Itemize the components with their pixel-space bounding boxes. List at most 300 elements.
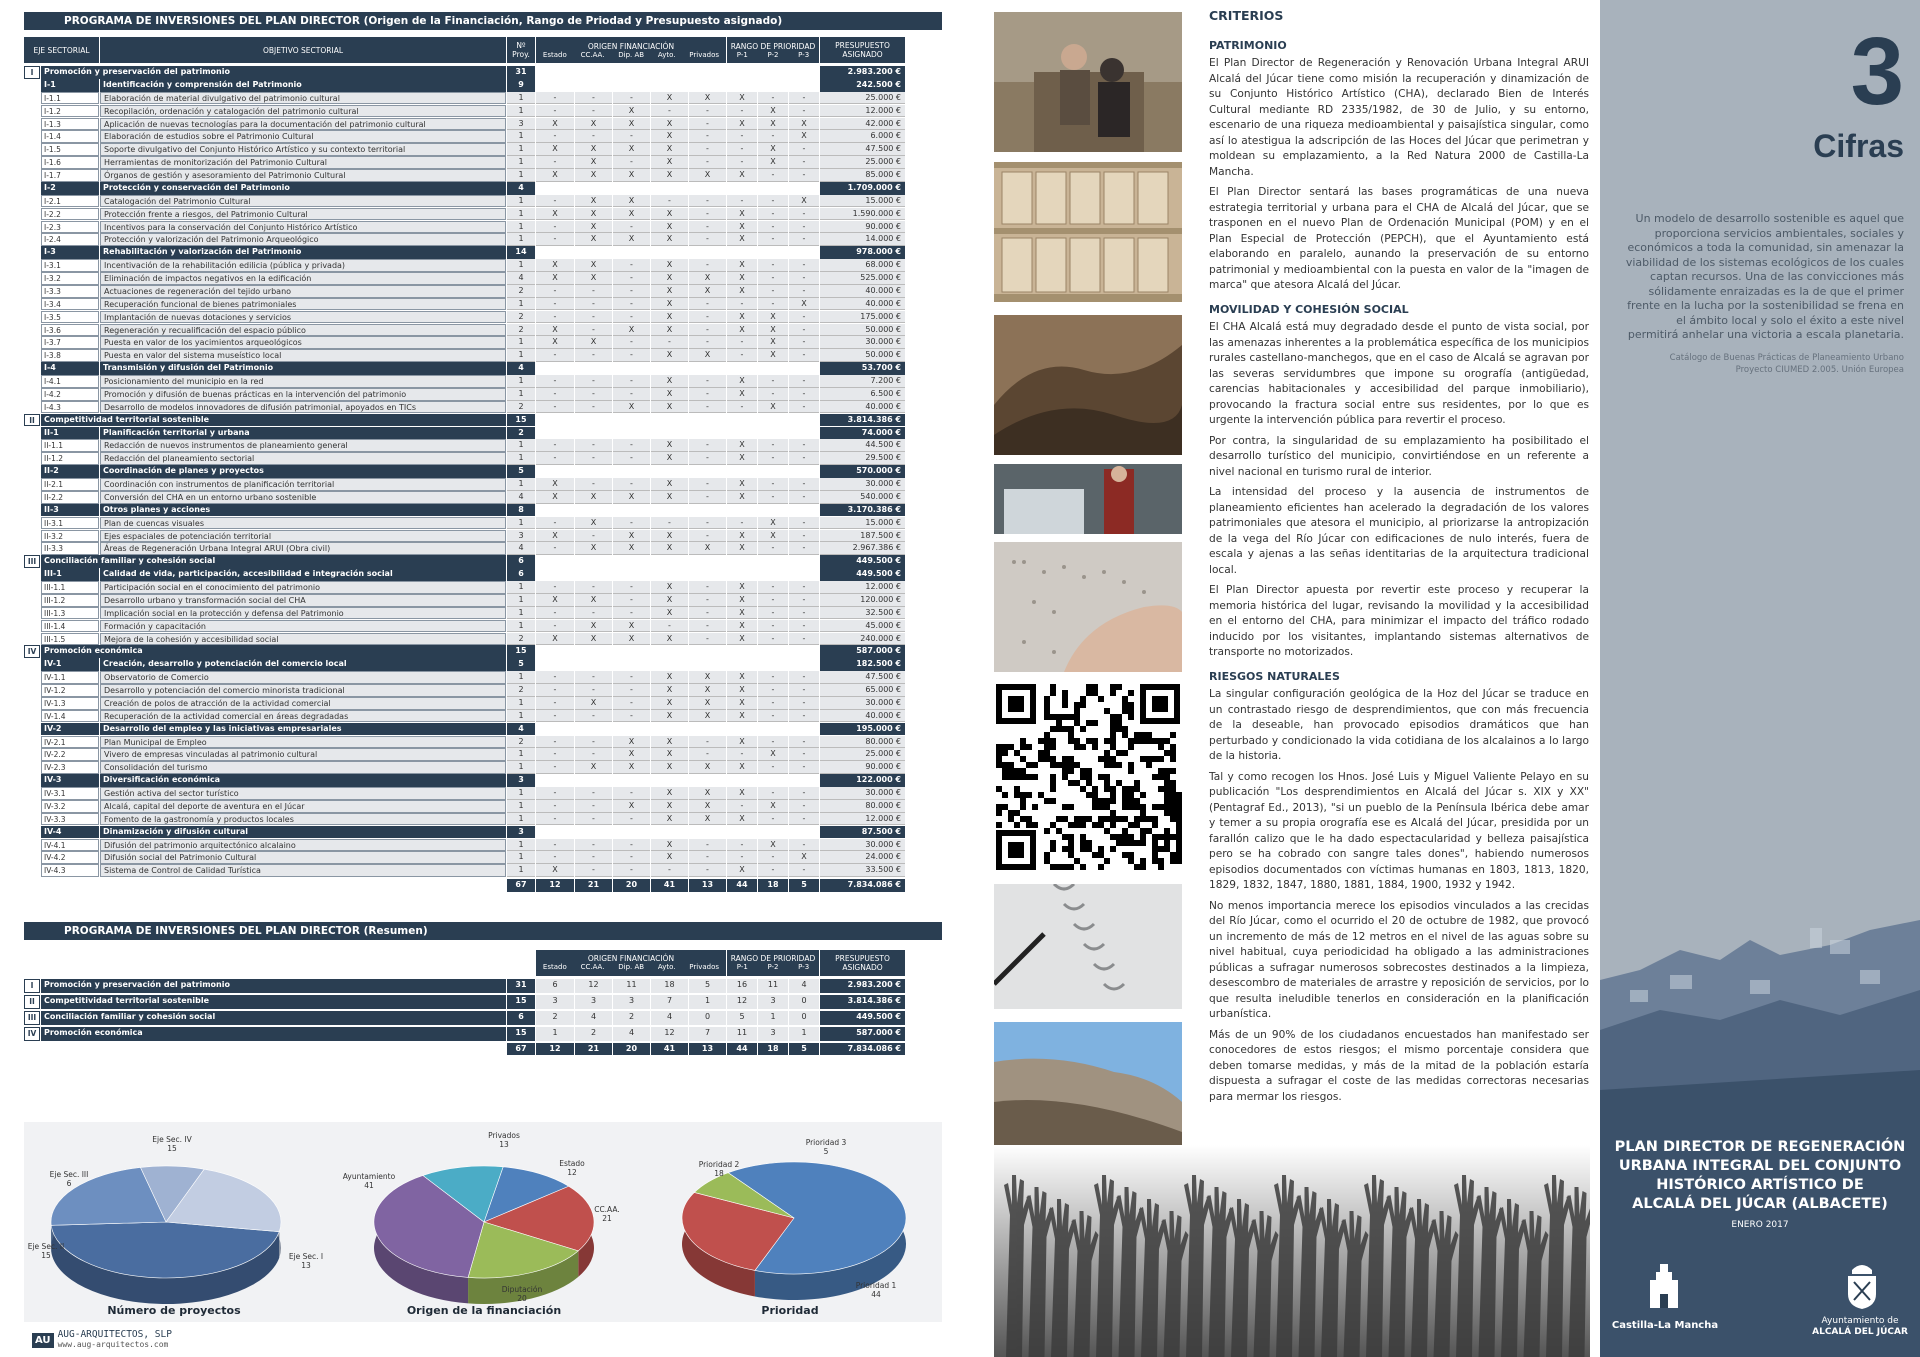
hdr-ayto: Ayto. xyxy=(657,50,676,59)
table-row xyxy=(24,349,942,362)
mark-cell: - xyxy=(727,336,757,349)
mark-cell: X xyxy=(575,156,612,169)
pie-value: 21 xyxy=(602,1214,612,1223)
project-count: 1 xyxy=(507,800,535,813)
mark-cell: - xyxy=(651,195,688,208)
mark-cell: X xyxy=(727,581,757,594)
project-count: 1 xyxy=(507,92,535,105)
total-cell: 41 xyxy=(651,879,688,892)
mark-cell: X xyxy=(613,633,650,646)
action-label: Posicionamiento del municipio en la red xyxy=(100,375,506,388)
summary-cell: 3 xyxy=(613,995,650,1009)
qr-code[interactable] xyxy=(994,682,1182,872)
indent xyxy=(24,658,40,671)
table-row xyxy=(24,401,942,414)
indent xyxy=(24,491,40,504)
total-row xyxy=(24,879,942,892)
mark-cell: - xyxy=(758,92,788,105)
mark-cell: - xyxy=(758,169,788,182)
indent xyxy=(24,813,40,826)
total-cell: 13 xyxy=(689,1043,726,1056)
mark-cell: - xyxy=(758,478,788,491)
mark-cell: - xyxy=(536,839,574,852)
mark-cell: - xyxy=(651,864,688,877)
table-row xyxy=(24,375,942,388)
mark-cell: - xyxy=(689,130,726,143)
total-cell: 12 xyxy=(536,879,574,892)
mark-cell: - xyxy=(689,478,726,491)
mark-cell: X xyxy=(651,813,688,826)
total-cell: 44 xyxy=(727,1043,757,1056)
project-count: 3 xyxy=(507,118,535,131)
total-cell: 5 xyxy=(789,879,819,892)
action-label: Fomento de la gastronomía y productos locales xyxy=(100,813,506,826)
budget-amount: 29.500 € xyxy=(820,452,905,465)
table-row xyxy=(24,710,942,723)
action-label: Recuperación funcional de bienes patrimoniales xyxy=(100,298,506,311)
mark-cell: X xyxy=(651,671,688,684)
mark-cell: - xyxy=(727,401,757,414)
mark-cell: - xyxy=(536,401,574,414)
mark-cell: - xyxy=(758,581,788,594)
mark-cell: X xyxy=(651,208,688,221)
pie-label: Estado xyxy=(559,1159,585,1168)
table1-title: PROGRAMA DE INVERSIONES DEL PLAN DIRECTOR (Origen de la Financiación, Rango de Priodad y Presupuesto asignado) xyxy=(24,12,942,30)
mark-cell: - xyxy=(613,851,650,864)
objective-code: I-3 xyxy=(41,246,99,259)
mark-cell: - xyxy=(536,375,574,388)
mark-cell: - xyxy=(689,851,726,864)
mark-cell: X xyxy=(789,195,819,208)
budget-amount: 45.000 € xyxy=(820,620,905,633)
project-count: 1 xyxy=(507,581,535,594)
summary-cell: 6 xyxy=(536,979,574,993)
mark-cell: - xyxy=(789,401,819,414)
table-row xyxy=(24,388,942,401)
mark-cell: - xyxy=(689,581,726,594)
table-row xyxy=(24,143,942,156)
budget-amount: 540.000 € xyxy=(820,491,905,504)
mark-cell: - xyxy=(758,452,788,465)
total-cell: 12 xyxy=(536,1043,574,1056)
budget-amount: 47.500 € xyxy=(820,143,905,156)
summary-cell: 11 xyxy=(758,979,788,993)
axis-label: Conciliación familiar y cohesión social xyxy=(41,1011,506,1025)
mark-cell: - xyxy=(758,221,788,234)
summary-cell: 3 xyxy=(575,995,612,1009)
mark-cell: - xyxy=(758,594,788,607)
mark-cell: - xyxy=(689,633,726,646)
pie-value: 20 xyxy=(517,1294,527,1303)
table-row xyxy=(24,555,942,568)
mark-cell: X xyxy=(727,864,757,877)
table-row xyxy=(24,723,942,736)
mark-cell: - xyxy=(758,787,788,800)
indent xyxy=(24,710,40,723)
mark-cell: - xyxy=(789,272,819,285)
indent xyxy=(24,92,40,105)
mark-cell: X xyxy=(727,311,757,324)
mark-cell: X xyxy=(758,748,788,761)
action-label: Participación social en el conocimiento del patrimonio xyxy=(100,581,506,594)
mark-cell: - xyxy=(758,697,788,710)
mark-cell: X xyxy=(651,298,688,311)
mark-cell: - xyxy=(613,259,650,272)
mark-cell: - xyxy=(689,143,726,156)
axis-code: I xyxy=(24,979,40,993)
mark-cell: X xyxy=(689,813,726,826)
project-count: 2 xyxy=(507,684,535,697)
table-row xyxy=(24,465,942,478)
mark-cell: - xyxy=(575,452,612,465)
action-code: IV-3.1 xyxy=(41,787,99,800)
mark-cell: - xyxy=(789,620,819,633)
spacer xyxy=(536,427,819,440)
indent xyxy=(24,671,40,684)
table-row xyxy=(24,568,942,581)
mark-cell: X xyxy=(758,349,788,362)
spacer xyxy=(24,1043,506,1056)
action-code: I-3.7 xyxy=(41,336,99,349)
mark-cell: X xyxy=(613,118,650,131)
mark-cell: - xyxy=(689,839,726,852)
mark-cell: X xyxy=(651,349,688,362)
mark-cell: X xyxy=(651,169,688,182)
objective-label: Protección y conservación del Patrimonio xyxy=(100,182,506,195)
project-count: 1 xyxy=(507,761,535,774)
mark-cell: - xyxy=(575,748,612,761)
mark-cell: - xyxy=(758,542,788,555)
table-row xyxy=(24,259,942,272)
budget-amount: 53.700 € xyxy=(820,362,905,375)
indent xyxy=(24,504,40,517)
action-code: IV-1.4 xyxy=(41,710,99,723)
table-row xyxy=(24,839,942,852)
project-count: 15 xyxy=(507,1027,535,1041)
action-code: III-1.5 xyxy=(41,633,99,646)
mark-cell: X xyxy=(727,92,757,105)
summary-cell: 3 xyxy=(758,995,788,1009)
objective-label: Calidad de vida, participación, accesibilidad e integración social xyxy=(100,568,506,581)
quote-source xyxy=(1624,352,1904,376)
indent xyxy=(24,388,40,401)
mark-cell: - xyxy=(613,336,650,349)
mark-cell: X xyxy=(536,143,574,156)
mark-cell: - xyxy=(536,710,574,723)
indent xyxy=(24,439,40,452)
hdr-origen-label: ORIGEN FINANCIACIÓN xyxy=(587,41,675,51)
objective-code: I-2 xyxy=(41,182,99,195)
spacer xyxy=(536,568,819,581)
mark-cell: X xyxy=(758,324,788,337)
total-cell: 41 xyxy=(651,1043,688,1056)
mark-cell: - xyxy=(613,375,650,388)
mark-cell: X xyxy=(651,542,688,555)
budget-amount: 3.814.386 € xyxy=(820,995,905,1009)
summary-cell: 16 xyxy=(727,979,757,993)
table-row xyxy=(24,427,942,440)
mark-cell: - xyxy=(789,839,819,852)
mark-cell: - xyxy=(536,748,574,761)
summary-cell: 2 xyxy=(575,1027,612,1041)
action-label: Eliminación de impactos negativos en la edificación xyxy=(100,272,506,285)
axis-code: II xyxy=(24,995,40,1009)
pie-label: Eje Sec. IV xyxy=(152,1135,192,1144)
table-row xyxy=(24,581,942,594)
mark-cell: - xyxy=(689,233,726,246)
mark-cell: X xyxy=(575,761,612,774)
mark-cell: X xyxy=(651,607,688,620)
action-label: Alcalá, capital del deporte de aventura en el Júcar xyxy=(100,800,506,813)
mark-cell: - xyxy=(689,607,726,620)
mark-cell: X xyxy=(536,594,574,607)
hdr2-p1: P-1 xyxy=(736,963,748,972)
pie-value: 12 xyxy=(567,1168,577,1177)
mark-cell: - xyxy=(536,787,574,800)
budget-amount: 90.000 € xyxy=(820,761,905,774)
action-code: IV-2.2 xyxy=(41,748,99,761)
mark-cell: - xyxy=(575,864,612,877)
project-count: 1 xyxy=(507,105,535,118)
indent xyxy=(24,517,40,530)
budget-amount: 242.500 € xyxy=(820,79,905,92)
action-label: Desarrollo de modelos innovadores de difusión patrimonial, apoyados en TICs xyxy=(100,401,506,414)
mark-cell: - xyxy=(536,311,574,324)
total-cell: 44 xyxy=(727,879,757,892)
project-count: 1 xyxy=(507,336,535,349)
action-code: I-3.1 xyxy=(41,259,99,272)
mark-cell: X xyxy=(689,349,726,362)
mark-cell: - xyxy=(758,272,788,285)
budget-amount: 12.000 € xyxy=(820,581,905,594)
action-label: Recopilación, ordenación y catalogación del patrimonio cultural xyxy=(100,105,506,118)
mark-cell: - xyxy=(789,813,819,826)
mark-cell: - xyxy=(789,375,819,388)
budget-amount: 587.000 € xyxy=(820,1027,905,1041)
project-count: 5 xyxy=(507,465,535,478)
total-cell: 5 xyxy=(789,1043,819,1056)
logo-right-line2: ALCALÁ DEL JÚCAR xyxy=(1812,1327,1908,1337)
action-label: Recuperación de la actividad comercial en áreas degradadas xyxy=(100,710,506,723)
table-row xyxy=(24,272,942,285)
hdr-presupuesto: PRESUPUESTO ASIGNADO xyxy=(820,37,905,63)
table2-title: PROGRAMA DE INVERSIONES DEL PLAN DIRECTOR (Resumen) xyxy=(24,922,942,940)
mark-cell: - xyxy=(789,324,819,337)
project-count: 1 xyxy=(507,130,535,143)
action-code: IV-3.3 xyxy=(41,813,99,826)
mark-cell: - xyxy=(575,671,612,684)
mark-cell: X xyxy=(575,259,612,272)
table-row xyxy=(24,285,942,298)
budget-amount: 120.000 € xyxy=(820,594,905,607)
objective-code: IV-3 xyxy=(41,774,99,787)
mark-cell: - xyxy=(758,491,788,504)
mark-cell: - xyxy=(613,439,650,452)
mark-cell: X xyxy=(536,336,574,349)
summary-cell: 2 xyxy=(613,1011,650,1025)
mark-cell: - xyxy=(536,736,574,749)
project-count: 1 xyxy=(507,156,535,169)
mark-cell: X xyxy=(727,671,757,684)
mark-cell: X xyxy=(575,118,612,131)
mark-cell: X xyxy=(727,530,757,543)
summary-cell: 0 xyxy=(789,995,819,1009)
mark-cell: - xyxy=(727,130,757,143)
mark-cell: X xyxy=(575,272,612,285)
table-row xyxy=(24,826,942,839)
project-count: 31 xyxy=(507,66,535,79)
mark-cell: X xyxy=(651,285,688,298)
project-count: 9 xyxy=(507,79,535,92)
action-label: Gestión activa del sector turístico xyxy=(100,787,506,800)
hdr-nproy: Nº Proy. xyxy=(507,37,535,63)
table-row xyxy=(24,118,942,131)
mark-cell: - xyxy=(758,285,788,298)
budget-amount: 122.000 € xyxy=(820,774,905,787)
pie-value: 13 xyxy=(499,1140,509,1149)
mark-cell: X xyxy=(689,697,726,710)
mark-cell: - xyxy=(613,839,650,852)
spacer xyxy=(536,555,819,568)
mark-cell: - xyxy=(689,594,726,607)
budget-amount: 12.000 € xyxy=(820,105,905,118)
mark-cell: - xyxy=(789,478,819,491)
mark-cell: - xyxy=(689,324,726,337)
action-label: Formación y capacitación xyxy=(100,620,506,633)
mark-cell: X xyxy=(651,388,688,401)
mark-cell: - xyxy=(536,195,574,208)
mark-cell: X xyxy=(651,581,688,594)
mark-cell: X xyxy=(613,143,650,156)
mark-cell: X xyxy=(613,491,650,504)
summary-cell: 1 xyxy=(789,1027,819,1041)
pie-label: Prioridad 2 xyxy=(698,1160,740,1169)
mark-cell: - xyxy=(613,311,650,324)
mark-cell: X xyxy=(613,530,650,543)
section-heading: MOVILIDAD Y COHESIÓN SOCIAL xyxy=(1209,302,1409,316)
action-label: Incentivos para la conservación del Conjunto Histórico Artístico xyxy=(100,221,506,234)
action-label: Incentivación de la rehabilitación edilicia (pública y privada) xyxy=(100,259,506,272)
spacer xyxy=(536,774,819,787)
budget-amount: 90.000 € xyxy=(820,221,905,234)
budget-amount: 40.000 € xyxy=(820,401,905,414)
indent xyxy=(24,208,40,221)
pie-label: Ayuntamiento xyxy=(342,1172,396,1181)
project-count: 1 xyxy=(507,851,535,864)
mark-cell: - xyxy=(536,517,574,530)
logo-left-label: Castilla-La Mancha xyxy=(1611,1320,1719,1331)
mark-cell: - xyxy=(613,478,650,491)
action-label: Áreas de Regeneración Urbana Integral ARUI (Obra civil) xyxy=(100,542,506,555)
section-paragraph: El Plan Director de Regeneración y Renovación Urbana Integral ARUI Alcalá del Júcar tiene como misión la recuperación y dinamización de su Conjunto Histórico Artístico (CHA), declarado Bien de Interés Cultural mediante RD 2335/1982, de 30 de Julio, y su entorno, escenario de una riqueza medioambiental y paisajística singular, como así lo atestigua la adscripción de las Hoces del Júcar que perimetran y moldean su emplazamiento, a la Red Natura 2000 de Castilla-La Mancha. xyxy=(1209,57,1589,178)
budget-amount: 87.500 € xyxy=(820,826,905,839)
mark-cell: - xyxy=(689,530,726,543)
indent xyxy=(24,723,40,736)
project-count: 4 xyxy=(507,272,535,285)
action-label: Aplicación de nuevas tecnologías para la documentación del patrimonio cultural xyxy=(100,118,506,131)
pie-value: 44 xyxy=(871,1290,881,1299)
mark-cell: X xyxy=(536,272,574,285)
mark-cell: - xyxy=(689,195,726,208)
logo-right-label xyxy=(1800,1316,1920,1338)
mark-cell: X xyxy=(536,324,574,337)
action-label: Soporte divulgativo del Conjunto Histórico Artístico y su contexto territorial xyxy=(100,143,506,156)
summary-cell: 3 xyxy=(758,1027,788,1041)
quote-source-line1: Catálogo de Buenas Prácticas de Planeamiento Urbano xyxy=(1669,353,1904,363)
mark-cell: X xyxy=(651,92,688,105)
indent xyxy=(24,787,40,800)
mark-cell: - xyxy=(689,221,726,234)
mark-cell: X xyxy=(727,697,757,710)
mark-cell: - xyxy=(758,298,788,311)
mark-cell: - xyxy=(575,607,612,620)
action-label: Conversión del CHA en un entorno urbano sostenible xyxy=(100,491,506,504)
summary-cell: 4 xyxy=(613,1027,650,1041)
summary-cell: 7 xyxy=(689,1027,726,1041)
action-code: I-1.7 xyxy=(41,169,99,182)
mark-cell: - xyxy=(789,491,819,504)
project-count: 1 xyxy=(507,594,535,607)
mark-cell: X xyxy=(575,517,612,530)
project-count: 1 xyxy=(507,298,535,311)
budget-amount: 978.000 € xyxy=(820,246,905,259)
total-cell: 20 xyxy=(613,1043,650,1056)
mark-cell: - xyxy=(727,839,757,852)
project-count: 4 xyxy=(507,542,535,555)
project-count: 1 xyxy=(507,452,535,465)
pie-value: 15 xyxy=(167,1144,177,1153)
mark-cell: X xyxy=(689,671,726,684)
mark-cell: X xyxy=(789,851,819,864)
table-row xyxy=(24,813,942,826)
indent xyxy=(24,774,40,787)
objective-label: Identificación y comprensión del Patrimonio xyxy=(100,79,506,92)
mark-cell: - xyxy=(758,684,788,697)
mark-cell: - xyxy=(575,839,612,852)
total-cell: 21 xyxy=(575,1043,612,1056)
pie-charts-svg xyxy=(24,1122,942,1322)
table-row xyxy=(24,633,942,646)
mark-cell: - xyxy=(758,208,788,221)
mark-cell: - xyxy=(789,787,819,800)
pie-value: 6 xyxy=(66,1179,72,1188)
section-paragraph: El Plan Director apuesta por revertir este proceso y recuperar la memoria histórica del lugar, revisando la movilidad y la accesibilidad en el entorno del CHA, para minimizar el impacto del tráfico rodado inducido por los visitantes, implantando sistemas alternativos de transporte no motorizados. xyxy=(1209,584,1589,658)
mark-cell: - xyxy=(575,130,612,143)
table-row xyxy=(24,864,942,877)
mark-cell: - xyxy=(789,800,819,813)
action-code: IV-1.3 xyxy=(41,697,99,710)
mark-cell: - xyxy=(536,607,574,620)
project-count: 31 xyxy=(507,979,535,993)
mark-cell: X xyxy=(613,620,650,633)
budget-amount: 25.000 € xyxy=(820,92,905,105)
budget-amount: 3.170.386 € xyxy=(820,504,905,517)
table-row xyxy=(24,362,942,375)
table-row xyxy=(24,452,942,465)
objective-label: Transmisión y difusión del Patrimonio xyxy=(100,362,506,375)
total-cell: 18 xyxy=(758,879,788,892)
mark-cell: - xyxy=(575,581,612,594)
mark-cell: - xyxy=(575,710,612,723)
summary-cell: 0 xyxy=(689,1011,726,1025)
action-label: Coordinación con instrumentos de planificación territorial xyxy=(100,478,506,491)
mark-cell: - xyxy=(689,748,726,761)
pie-label: Privados xyxy=(488,1131,520,1140)
action-label: Difusión del patrimonio arquitectónico alcalaino xyxy=(100,839,506,852)
mark-cell: X xyxy=(651,324,688,337)
action-code: II-1.2 xyxy=(41,452,99,465)
table-row xyxy=(24,195,942,208)
